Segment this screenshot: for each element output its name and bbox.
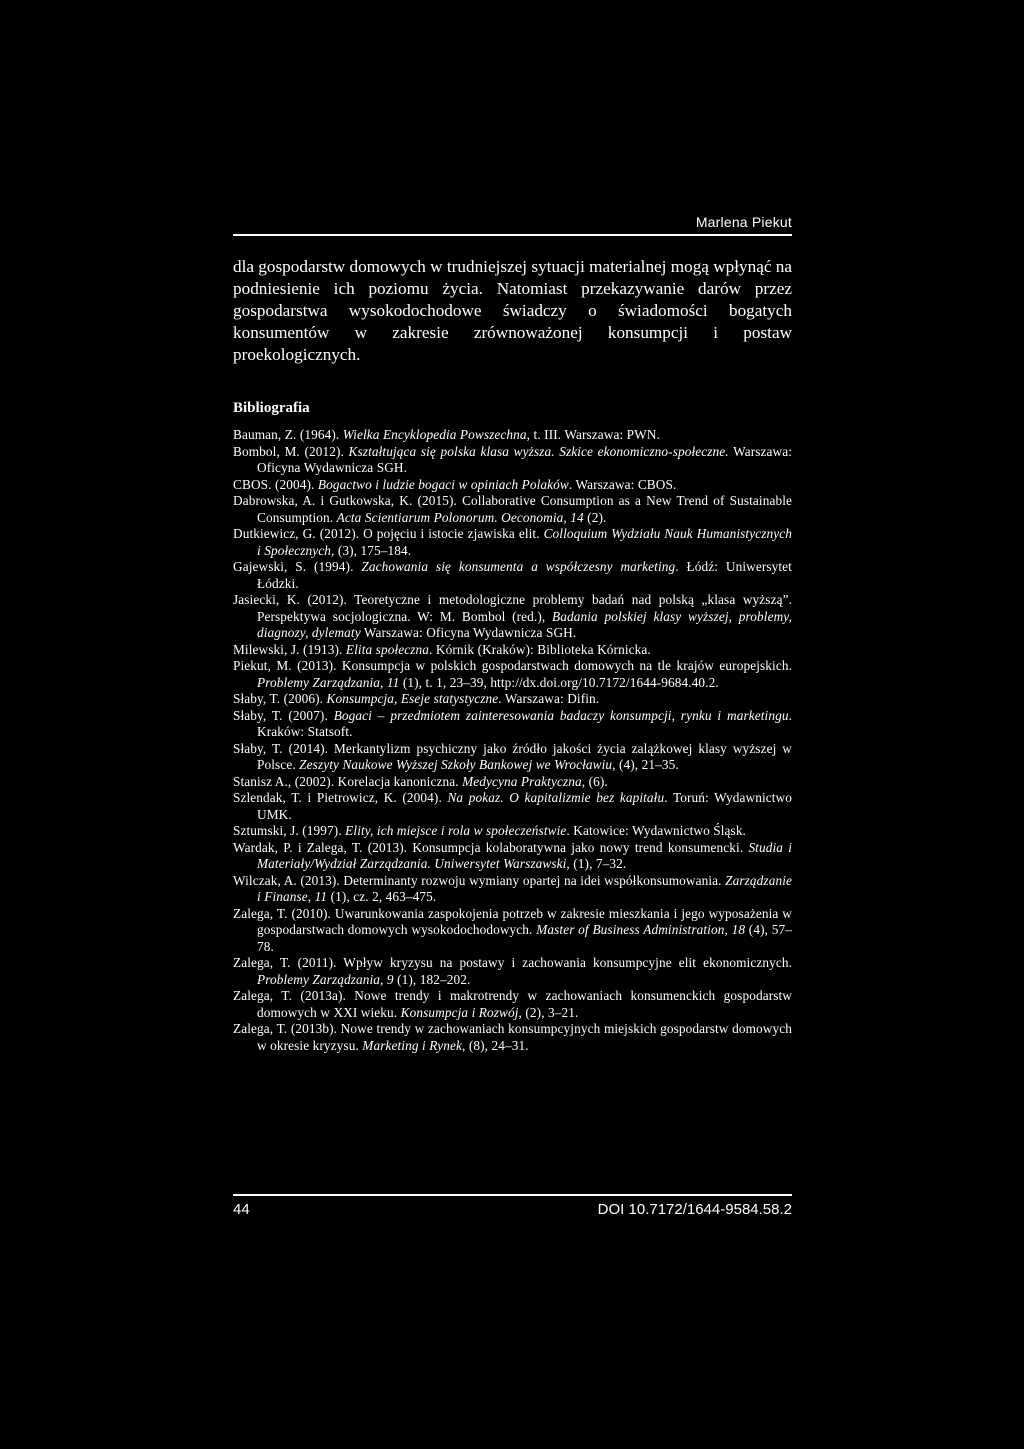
citation-text: , [307, 889, 315, 904]
citation-text: (1), cz. 2, 463–475. [327, 889, 437, 904]
citation-text: , (6). [581, 773, 608, 789]
citation-title: Studia i Materiały/Wydział Zarządzania. Uniwersytet Warszawski [257, 839, 792, 871]
citation-text: , (4), 21–35. [612, 757, 679, 772]
citation-text: Wardak, P. i Zalega, T. (2013). Konsumpcja kolaboratywna jako nowy trend konsumencki. [233, 839, 749, 855]
citation-title: Badania polskiej klasy wyższej, problemy, diagnozy, dylematy [257, 608, 792, 640]
citation-text: , [724, 922, 732, 937]
citation-text: Warszawa: Oficyna Wydawnicza SGH. [360, 625, 577, 640]
citation-title: Zarządzanie i Finanse [257, 872, 792, 904]
bibliography-entry [233, 708, 792, 741]
citation-text: Bauman, Z. (1964). [233, 427, 343, 442]
citation-title: Medycyna Praktyczna [462, 773, 582, 789]
citation-title: 18 [731, 922, 746, 937]
citation-text: Zalega, T. (2013b). Nowe trendy w zachowaniach konsumpcyjnych miejskich gospodarstw domowych w okresie kryzysu. [233, 1021, 792, 1053]
citation-title: 11 [386, 674, 400, 690]
citation-text: Zalega, T. (2011). Wpływ kryzysu na postawy i zachowania konsumpcyjne elit ekonomicznych. [233, 955, 792, 970]
citation-text: . Kraków: Statsoft. [257, 707, 793, 739]
citation-text: . Warszawa: CBOS. [568, 476, 677, 492]
bibliography-entry [233, 988, 792, 1021]
citation-text: Stanisz A., (2002). Korelacja kanoniczna. [233, 773, 463, 789]
bibliography-entry [233, 493, 792, 526]
citation-text: (3), 175–184. [334, 542, 412, 558]
citation-text: , (1), 7–32. [566, 856, 627, 871]
bibliography-entry [233, 873, 792, 906]
citation-title: 11 [314, 889, 328, 904]
citation-text: Jasiecki, K. (2012). Teoretyczne i metodologiczne problemy badań nad polską „klasa wyższą”. Perspektywa socjologiczna. W: M. Bombol (red.), [233, 592, 792, 624]
page-number: 44 [233, 1201, 250, 1218]
citation-text: (2). [583, 509, 607, 525]
citation-text: Gajewski, S. (1994). [233, 559, 362, 574]
citation-title: Kształtująca się polska klasa wyższa. Szkice ekonomiczno-społeczne. [348, 443, 729, 459]
page-footer [233, 1201, 792, 1218]
citation-text: . Katowice: Wydawnictwo Śląsk. [566, 823, 746, 838]
bibliography-entry [233, 658, 792, 691]
citation-title: Colloquium Wydziału Nauk Humanistycznych i Społecznych, [257, 526, 792, 558]
citation-title: Bogactwo i ludzie bogaci w opiniach Polaków [317, 476, 569, 492]
bibliography-entry [233, 444, 792, 477]
bibliography-entry [233, 1021, 792, 1054]
bibliography-entry [233, 823, 792, 840]
bibliography-entry [233, 741, 792, 774]
citation-text: , (2), 3–21. [518, 1004, 579, 1020]
citation-title: Elita społeczna [345, 641, 430, 657]
citation-text: Dabrowska, A. i Gutkowska, K. (2015). Collaborative Consumption as a New Trend of Sustainable Consumption. [233, 493, 792, 525]
doi-label: DOI 10.7172/1644-9584.58.2 [597, 1201, 792, 1218]
citation-text: , [380, 971, 387, 987]
citation-title: Problemy Zarządzania [257, 674, 381, 690]
bibliography-entry [233, 691, 792, 708]
citation-title: Master of Business Administration [536, 922, 725, 937]
citation-title: Na pokaz. O kapitalizmie bez kapitału [447, 790, 665, 805]
citation-text: Dutkiewicz, G. (2012). O pojęciu i istocie zjawiska elit. [233, 526, 544, 541]
bibliography-entry [233, 840, 792, 873]
bibliography-entry [233, 790, 792, 823]
bibliography-entry [233, 427, 792, 444]
citation-text: (4), 57–78. [257, 922, 792, 954]
citation-text: . Warszawa: Difin. [498, 691, 600, 706]
citation-title: Konsumpcja, Eseje statystyczne [326, 691, 499, 706]
citation-text: Milewski, J. (1913). [233, 641, 346, 657]
header-rule [233, 234, 792, 236]
citation-title: Problemy Zarządzania [257, 971, 381, 987]
citation-title: Marketing i Rynek [362, 1037, 462, 1053]
citation-text: Zalega, T. (2013a). Nowe trendy i makrotrendy w zachowaniach konsumenckich gospodarstw domowych w XXI wieku. [233, 988, 792, 1020]
footer-rule [233, 1194, 792, 1196]
citation-title: Elity, ich miejsce i rola w społeczeństwie [345, 823, 567, 838]
citation-text: . Toruń: Wydawnictwo UMK. [257, 790, 792, 822]
citation-title: Zeszyty Naukowe Wyższej Szkoły Bankowej we Wrocławiu [299, 757, 613, 772]
citation-text: . Kórnik (Kraków): Biblioteka Kórnicka. [429, 641, 651, 657]
citation-text: Zalega, T. (2010). Uwarunkowania zaspokojenia potrzeb w zakresie mieszkania i jego wyposażenia w gospodarstwach domowych wysokodochodowych. [233, 905, 792, 937]
citation-text: Słaby, T. (2014). Merkantylizm psychiczny jako źródło jakości życia zalążkowej klasy wyższej w Polsce. [233, 740, 792, 772]
bibliography-entry [233, 559, 792, 592]
citation-text: , [380, 674, 387, 690]
citation-text: Sztumski, J. (1997). [233, 823, 346, 838]
citation-text: Słaby, T. (2007). [233, 707, 334, 723]
bibliography-entry [233, 955, 792, 988]
citation-text: , t. III. Warszawa: PWN. [526, 427, 660, 442]
bibliography-entry [233, 906, 792, 956]
citation-title: Bogaci – przedmiotem zainteresowania badaczy konsumpcji, rynku i marketingu [333, 707, 789, 723]
running-head-author: Marlena Piekut [695, 214, 792, 230]
citation-text: Słaby, T. (2006). [233, 691, 327, 706]
citation-text: (1), t. 1, 23–39, http://dx.doi.org/10.7172/1644-9684.40.2. [399, 674, 719, 690]
citation-text: , (8), 24–31. [461, 1037, 529, 1053]
bibliography-entry [233, 592, 792, 642]
body-paragraph: dla gospodarstw domowych w trudniejszej sytuacji materialnej mogą wpłynąć na podniesienie ich poziomu życia. Natomiast przekazywanie darów przez gospodarstwa wysokodochodowe świadczy o świadomości bogatych konsumentów w zakresie zrównoważonej konsumpcji i postaw proekologicznych. [233, 257, 792, 364]
citation-text: Bombol, M. (2012). [233, 443, 349, 459]
bibliography-entry [233, 477, 792, 494]
citation-text: , [563, 509, 571, 525]
citation-title: Zachowania się konsumenta a współczesny marketing [361, 559, 676, 574]
citation-text: Warszawa: Oficyna Wydawnicza SGH. [257, 443, 792, 475]
citation-title: Wielka Encyklopedia Powszechna [342, 427, 527, 442]
bibliography-list [233, 427, 792, 1054]
bibliography-heading: Bibliografia [233, 400, 310, 416]
citation-text: CBOS. (2004). [233, 476, 318, 492]
citation-text: . Łódź: Uniwersytet Łódzki. [257, 559, 792, 591]
citation-title: Acta Scientiarum Polonorum. Oeconomia [336, 509, 564, 525]
bibliography-entry [233, 526, 792, 559]
citation-text: Wilczak, A. (2013). Determinanty rozwoju wymiany opartej na idei współkonsumowania. [233, 872, 726, 888]
bibliography-entry [233, 774, 792, 791]
citation-text: (1), 182–202. [393, 971, 471, 987]
bibliography-entry [233, 642, 792, 659]
citation-title: 14 [570, 509, 584, 525]
citation-text: Piekut, M. (2013). Konsumpcja w polskich gospodarstwach domowych na tle krajów europejskich. [233, 658, 792, 673]
citation-title: 9 [386, 971, 394, 987]
citation-title: Konsumpcja i Rozwój [400, 1004, 519, 1020]
citation-text: Szlendak, T. i Pietrowicz, K. (2004). [233, 790, 448, 805]
